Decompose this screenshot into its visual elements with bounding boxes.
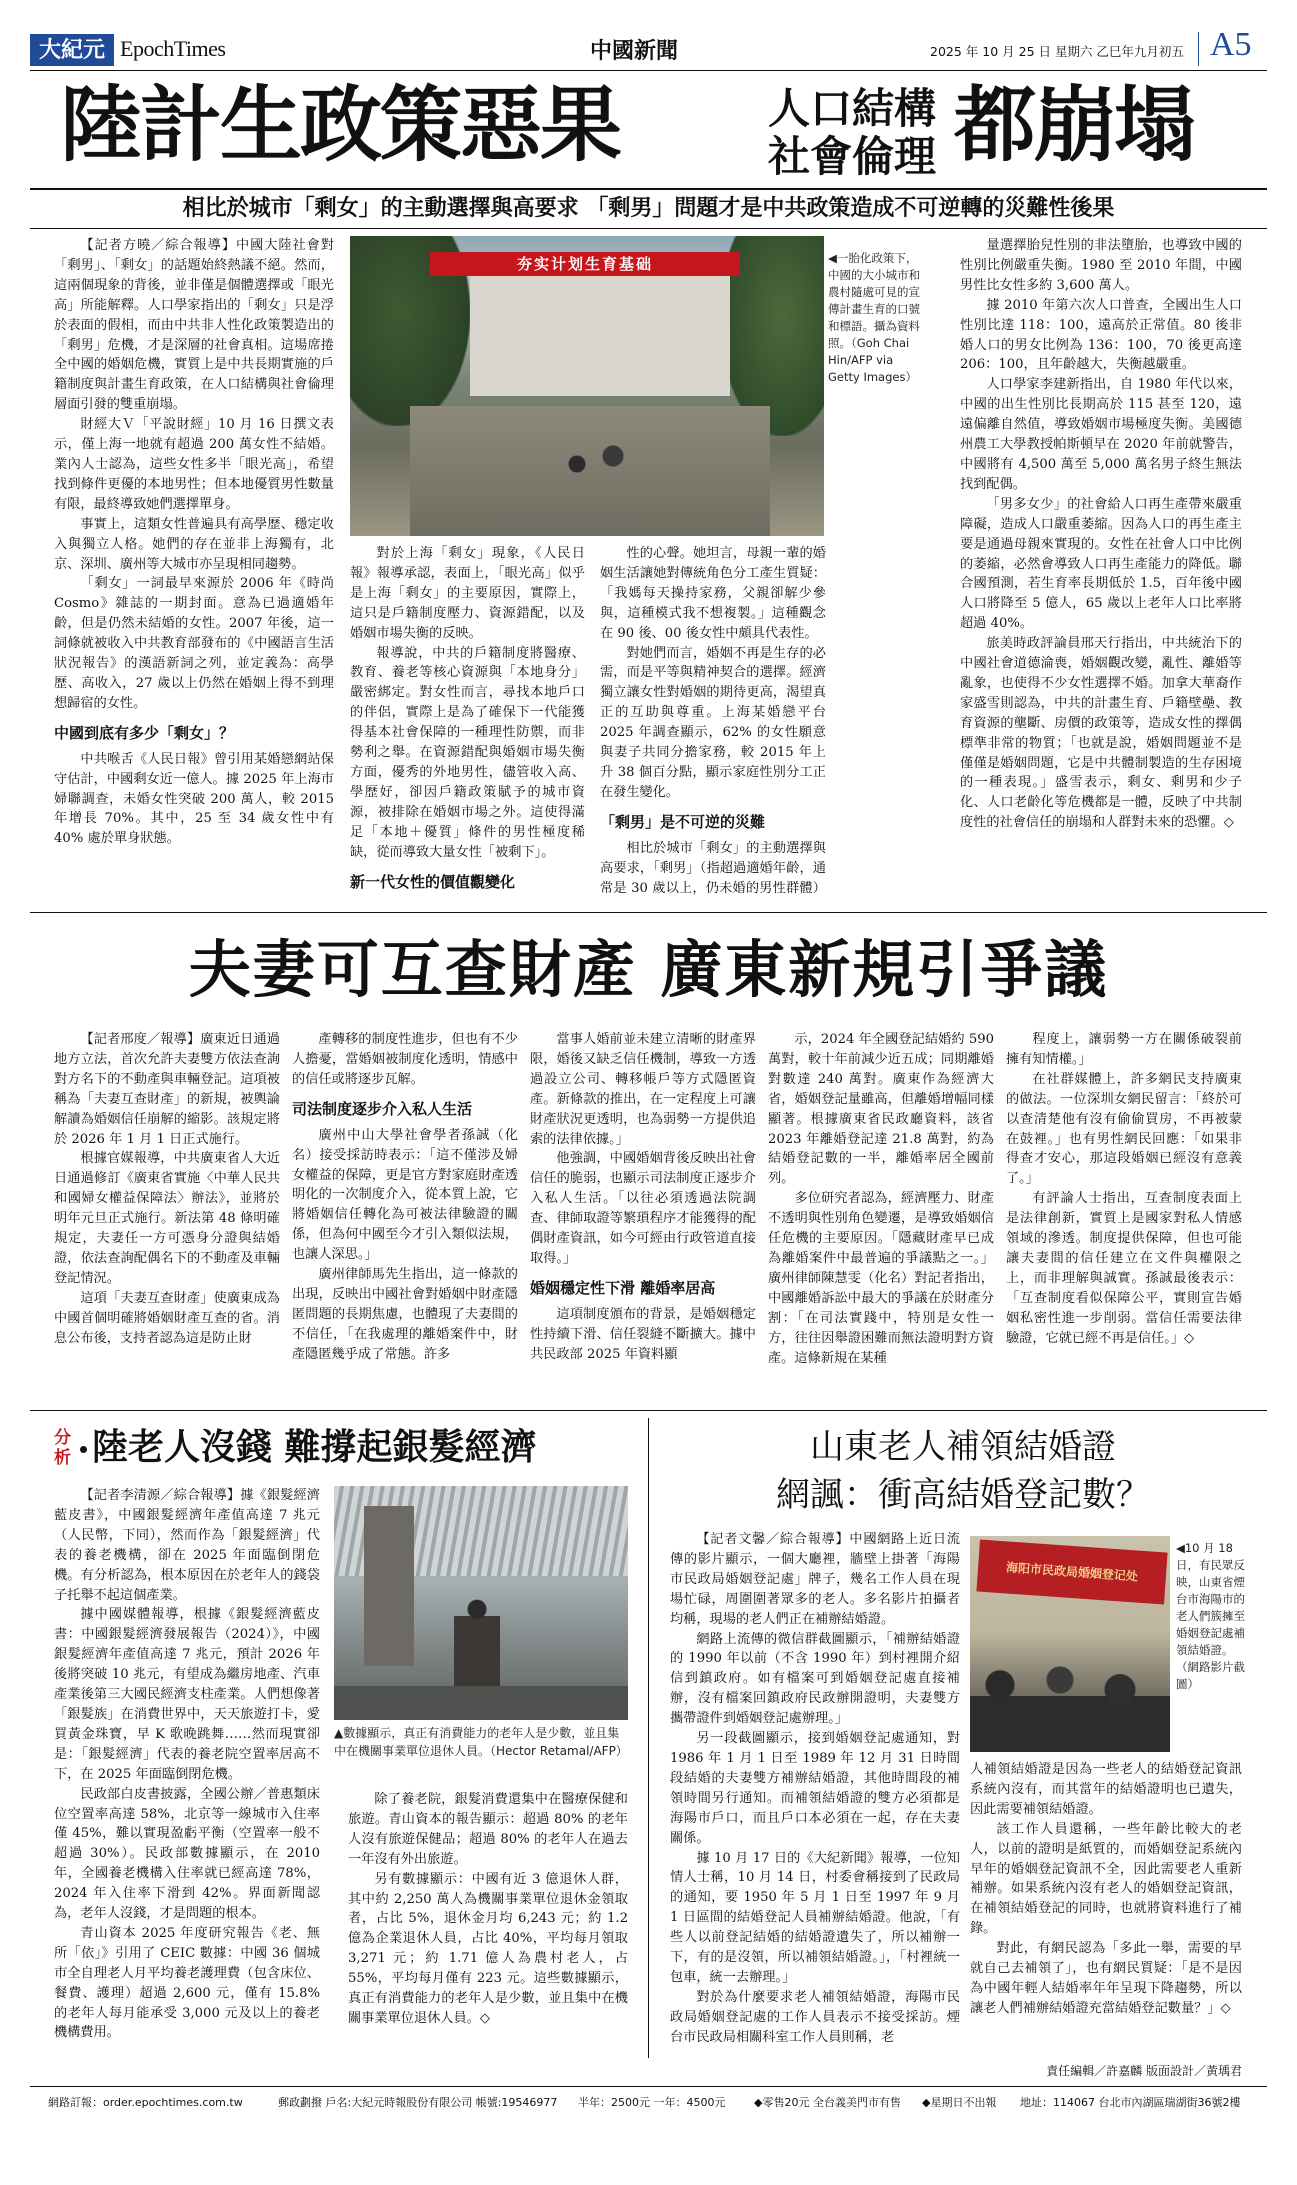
paragraph: 財經大Ｖ「平說財經」10 月 16 日撰文表示，僅上海一地就有超過 200 萬女性不結婚。業內人士認為，這些女性多半「眼光高」，希望找到條件更優的本地男性；但本地優質男性數量有限，最終導致她們選擇單身。 [54,417,334,512]
paragraph: 網路上流傳的微信群截圖顯示，「補辦結婚證的 1990 年以前（不含 1990 年）到村裡開介紹信到鎮政府。如有檔案可到婚姻登記處直接補辦，沒有檔案回鎮政府民政辦開證明，夫妻雙方攜帶證件到婚姻登記處辦理。」 [670,1631,960,1727]
paragraph: 事實上，這類女性普遍具有高學歷、穩定收入與獨立人格。她們的存在並非上海獨有，北京、深圳、廣州等大城市亦呈現相同趨勢。 [54,516,334,572]
a3-kicker-dot [80,1446,87,1453]
photo-figures [550,416,640,496]
paragraph: 「剩女」一詞最早來源於 2006 年《時尚 Cosmo》雜誌的一期封面。意為已過適婚年齡，但是仍然未結婚的女性。2007 年後，這一詞條就被收入中共教育部發布的《中國語言生活狀況報告》的漢語新詞之列，並定義為：高學歷、高收入，27 歲以上仍然在婚姻上得不到理想歸宿的女性。 [54,576,334,711]
a2-column-1 [54,1030,280,1402]
a1-subtitle-rule-bottom [30,228,1267,229]
a2-column-5 [1006,1030,1242,1402]
paragraph: 旅美時政評論員邢天行指出，中共統治下的中國社會道德淪喪，婚姻觀改變，亂性、離婚等亂象，也使得不少女性選擇不婚。加拿大華裔作家盛雪則認為，中共的計畫生育、戶籍壁壘、教育資源的壟斷、房價的政策等，造成女性的擇偶標準非常的物質；「也就是說，婚姻問題並不是僅僅是婚姻問題，它是中共體制製造的生存困境的一種表現。」盛雪表示，剩女、剩男和少子化、人口老齡化等危機都是一體，反映了中共制度性的社會信任的崩塌和人群對未來的恐懼。◇ [960,636,1242,831]
paragraph: 除了養老院，銀髮消費還集中在醫療保健和旅遊。青山資本的報告顯示：超過 80% 的老年人沒有旅遊保健品；超過 80% 的老年人在過去一年沒有外出旅遊。 [348,1792,628,1867]
photo-tower [364,1506,414,1666]
paragraph: 程度上，讓弱勢一方在關係破裂前擁有知情權。」 [1006,1032,1242,1067]
logo-chinese[interactable] [30,34,114,66]
photo-banner: 夯实计划生育基础 [430,252,740,276]
footer-sub: 半年：2500元 一年：4500元 [578,2096,726,2109]
masthead-rule [30,70,1267,71]
paragraph: 報導說，中共的戶籍制度將醫療、教育、養老等核心資源與「本地身分」嚴密綁定。對女性而言，尋找本地戶口的伴侶，實際上是為了確保下一代能獲得基本社會保障的一種理性防禦，而非勢利之舉。在資源錯配與婚姻市場失衡方面，優秀的外地男性，儘管收入高、學歷好，卻因戶籍政策賦予的城市資源，被排除在婚姻市場之外。這使得滿足「本地＋優質」條件的男性極度稀缺，從而導致大量女性「被剩下」。 [350,645,585,860]
a4-title-2: 網諷：衝高結婚登記數？ [776,1475,1150,1515]
page-number: A5 [1210,26,1252,63]
logo-english: EpochTimes [120,36,226,61]
paragraph: 人口學家李建新指出，自 1980 年代以來，中國的出生性別比長期高於 115 甚至 120，遠遠偏離自然值，導致婚姻市場極度失衡。美國德州農工大學教授帕斯頓早在 2020 年前就警告，中國將有 4,500 萬至 5,000 萬名男子終生無法找到配偶。 [960,377,1242,492]
paragraph: 當事人婚前並未建立清晰的財產界限，婚後又缺乏信任機制，導致一方透過設立公司、轉移帳戶等方式隱匿資產。新條款的推出，在一定程度上可讓財產狀況更透明，也為弱勢一方提供追索的法律依據。」 [530,1032,756,1147]
paragraph: 據 10 月 17 日的《大紀新聞》報導，一位知情人士稱，10 月 14 日，村委會稱接到了民政局的通知，要 1950 年 5 月 1 日至 1997 年 9 月 1 日區間的結婚登記人員補辦結婚證。他說，「有些人以前登記結婚的結婚證遺失了，所以補辦一下，有的是沒領，所以補領結婚證。」，「村裡統一包車，統一去辦理。」 [670,1850,960,1985]
paragraph: 【記者文馨／綜合報導】中國網路上近日流傳的影片顯示，一個大廳裡，牆壁上掛著「海陽市民政局婚姻登記處」牌子，幾名工作人員在現場忙碌，周圍圍著眾多的老人。多名影片拍攝者均稱，現場的老人們正在補辦結婚證。 [670,1532,960,1627]
footer-post: 郵政劃撥 戶名:大紀元時報股份有限公司 帳號:19546977 [278,2096,558,2109]
footer-address: 地址：114067 台北市內湖區瑞湖街36號2樓 [1020,2096,1241,2109]
paragraph: 根據官媒報導，中共廣東省人大近日通過修訂《廣東省實施〈中華人民共和國婦女權益保障法〉辦法》，並將於明年元旦正式施行。新法第 48 條明確規定，夫妻任一方可憑身分證與結婚證，依法查詢配偶名下的不動產及車輛登記情況。 [54,1151,280,1286]
paragraph: 在社群媒體上，許多網民支持廣東的做法。一位深圳女網民留言：「終於可以查清楚他有沒有偷偷買房，不再被蒙在鼓裡。」也有男性網民回應：「如果非得查才安心，那這段婚姻已經沒有意義了。」 [1006,1071,1242,1187]
paragraph: 產轉移的制度性進步，但也有不少人擔憂，當婚姻被制度化透明，情感中的信任或將逐步瓦解。 [292,1032,518,1087]
a3-column-1 [54,1486,320,2058]
a3-photo [334,1486,628,1720]
paragraph: 【記者李清源／綜合報導】據《銀髮經濟藍皮書》，中國銀髮經濟年產值高達 7 兆元（人民幣，下同），然而作為「銀髮經濟」代表的養老機構，卻在 2025 年面臨倒閉危機。有分析認為，根本原因在於老年人的錢袋子托舉不起這個產業。 [54,1488,320,1603]
paragraph: 廣州律師馬先生指出，這一條款的出現，反映出中國社會對婚姻中財產隱匿問題的長期焦慮，也體現了夫妻間的不信任，「在我處理的離婚案件中，財產隱匿幾乎成了常態。許多 [292,1267,518,1362]
paragraph: 青山資本 2025 年度研究報告《老、無所「依」》引用了 CEIC 數據：中國 36 個城市全自理老人月平均養老護理費（包含床位、餐費、護理）超過 2,600 元，僅有 15.8% 的老年人每月能承受 3,000 元及以上的養老機構費用。 [54,1925,320,2041]
paragraph: 他強調，中國婚姻背後反映出社會信任的脆弱，也顯示司法制度正逐步介入私人生活。「以往必須透過法院調查、律師取證等繁瑣程序才能獲得的配偶財產資訊，如今可經由行政管道直接取得。」 [530,1151,756,1266]
a1-column-3 [600,544,826,900]
a4-photo-caption: ◀10 月 18 日，有民眾反映，山東省煙台市海陽市的老人們簇擁至婚姻登記處補領結婚證。（網路影片截圖） [1176,1541,1245,1691]
footer-retail: ◆零售20元 全台義美門市有售 [754,2096,901,2109]
paragraph: 對此，有網民認為「多此一舉，需要的早就自己去補領了」，也有網民質疑：「是不是因為中國年輕人結婚率年年呈現下降趨勢，所以讓老人們補辦結婚證充當結婚登記數量？」◇ [970,1941,1242,2016]
paragraph: 這項「夫妻互查財產」使廣東成為中國首個明確將婚姻財產互查的省。消息公布後，支持者認為這是防止財 [54,1290,280,1346]
paragraph: 多位研究者認為，經濟壓力、財產不透明與性別角色變遷，是導致婚姻信任危機的主要原因。「隱藏財產早已成為離婚案件中最普遍的爭議點之一。」廣州律師陳慧雯（化名）對記者指出，中國離婚訴訟中最大的爭議在於財產分割：「在司法實踐中，特別是女性一方，往往因舉證困難而無法證明對方資產。這條新規在某種 [768,1191,994,1366]
paragraph: 人補領結婚證是因為一些老人的結婚登記資訊系統內沒有，而其當年的結婚證明也已遺失，因此需要補領結婚證。 [970,1762,1242,1817]
footer-rule [30,2086,1267,2087]
a2-title: 夫妻可互查財產 廣東新規引爭議 [188,933,1109,1006]
subheading: 「剩男」是不可逆的災難 [600,812,766,831]
logo-cn-text: 大紀元 [38,37,105,63]
paragraph: 性的心聲。她坦言，母親一輩的婚姻生活讓她對傳統角色分工產生質疑：「我媽每天操持家務，父親卻解少參與，這種模式我不想複製。」這種觀念在 90 後、00 後女性中頗具代表性。 [600,546,826,641]
paragraph: 【記者邢度／報導】廣東近日通過地方立法，首次允許夫妻雙方依法查詢對方名下的不動產與車輛登記。這項被稱為「夫妻互查財產」的新規，被輿論解讀為婚姻信任崩解的縮影。該規定將於 2026 年 1 月 1 日正式施行。 [54,1032,280,1147]
paragraph: 這項制度頒布的背景，是婚姻穩定性持續下滑、信任裂縫不斷擴大。據中共民政部 2025 年資料顯 [530,1306,756,1362]
a1-photo-caption: ◀一胎化政策下，中國的大小城市和農村隨處可見的宣傳計畫生育的口號和標語。攝為資料照。（Goh Chai Hin/AFP via Getty Images） [828,251,920,384]
a1-title-side-2: 社會倫理 [768,132,937,181]
section-name: 中國新聞 [590,39,679,64]
section-divider-2 [30,1410,1267,1411]
a1-subtitle-rule [30,188,1267,190]
section-divider-1 [30,912,1267,913]
a3-column-2 [348,1790,628,2058]
paragraph: 民政部白皮書披露，全國公辦／普惠類床位空置率高達 58%，北京等一線城市入住率僅 45%，難以實現盈虧平衡（空置率一般不超過 30%）。民政部數據顯示，在 2010 年，全國養老機構入住率就已經高達 78%，2024 年入住率下滑到 42%。界面新聞認為，老年人沒錢，才是問題的根本。 [54,1786,320,1922]
a4-photo [970,1536,1170,1752]
issue-date: 2025 年 10 月 25 日 星期六 乙巳年九月初五 [930,44,1184,59]
a1-subtitle: 相比於城市「剩女」的主動選擇與高要求 「剩男」問題才是中共政策造成不可逆轉的災難性後果 [182,196,1115,221]
paragraph: 該工作人員還稱，一些年齡比較大的老人，以前的證明是紙質的，而婚姻登記系統內早年的婚姻登記資訊不全，因此需要老人重新補辦。如果系統內沒有老人的婚姻登記資訊，在補領結婚登記的同時，也就將資料進行了補錄。 [970,1821,1242,1937]
footer [48,2092,1248,2114]
a3-photo-caption: ▲數據顯示，真正有消費能力的老年人是少數，並且集中在機關事業單位退休人員。（Hector Retamal/AFP） [334,1726,628,1758]
a1-title-side-1: 人口結構 [768,84,937,133]
a4-column-2 [970,1760,1242,2058]
a1-title-main: 陸計生政策惡果 [60,78,621,173]
paragraph: 據中國媒體報導，根據《銀髮經濟藍皮書：中國銀髮經濟發展報告（2024）》，中國銀髮經濟年產值高達 7 兆元，預計 2026 年後將突破 10 兆元，有望成為繼房地產、汽車產業後第三大國民經濟支柱產業。人們想像著「銀髮族」在消費世界中，天天旅遊打卡，愛買黃金珠寶，早 K 歌晚跳舞……然而現實卻是：「銀髮經濟」代表的養老院空置率居高不下，在 2025 年面臨倒閉危機。 [54,1607,320,1782]
a2-column-2 [292,1030,518,1402]
a4-column-1 [670,1530,960,2058]
paragraph [350,899,585,901]
a1-column-1 [54,236,334,900]
paragraph: 相比於城市「剩女」的主動選擇與高要求，「剩男」（指超過適婚年齡，通常是 30 歲以上，仍未婚的男性群體） [600,840,826,896]
a2-column-3 [530,1030,756,1402]
paragraph: 中共喉舌《人民日報》曾引用某婚戀網站保守估計，中國剩女近一億人。據 2025 年上海市婦聯調查，未婚女性突破 200 萬人，較 2015 年增長 70%。其中，25 至 34 歲女性中有 40% 處於單身狀態。 [54,751,334,847]
kicker-char: 析 [54,1448,71,1468]
a4-title-1: 山東老人補領結婚證 [810,1427,1116,1467]
footer-nosale: ◆星期日不出報 [922,2096,997,2109]
paragraph: 對她們而言，婚姻不再是生存的必需，而是平等與精神契合的選擇。經濟獨立讓女性對婚姻的期待更高，渴望真正的互助與尊重。上海某婚戀平台 2025 年調查顯示，62% 的女性願意與妻子共同分擔家務，較 2015 年上升 38 個百分點，顯示家庭性別分工正在發生變化。 [600,645,826,800]
photo-sign: 海阳市民政局婚姻登记处 [976,1540,1167,1605]
subheading: 新一代女性的價值觀變化 [350,872,516,891]
paragraph: 另一段截圖顯示，接到婚姻登記處通知，對 1986 年 1 月 1 日至 1989 年 12 月 31 日時間段結婚的夫妻雙方補辦結婚證，其他時間段的補領時間另行通知。而補領結婚證的雙方必須都是海陽市戶口，而且戶口本必須在一起，存在夫妻關係。 [670,1731,960,1846]
a1-title-big: 都崩塌 [954,78,1195,173]
a3-title: 陸老人沒錢 難撐起銀髮經濟 [92,1427,537,1468]
paragraph: 量選擇胎兒性別的非法墮胎，也導致中國的性別比例嚴重失衡。1980 至 2010 年間，中國男性比女性多約 3,600 萬人。 [960,238,1242,293]
a1-column-2 [350,544,585,900]
a1-photo [350,236,824,536]
subheading: 婚姻穩定性下滑 離婚率居高 [530,1278,716,1297]
page-divider [1198,32,1199,66]
credits: 責任編輯／許嘉麟 版面設計／黃瑀君 [1046,2064,1242,2078]
paragraph: 另有數據顯示：中國有近 3 億退休人群，其中約 2,250 萬人為機關事業單位退休金領取者，占比 5%，退休金月均 6,243 元；約 1.2 億為企業退休人員，占比 40%，平均每月領取 3,271 元；約 1.71 億人為農村老人，占 55%，平均每月僅有 223 元。這些數據顯示，真正有消費能力的老年人是少數，並且集中在機關事業單位退休人員。◇ [348,1871,628,2026]
kicker-char: 分 [54,1428,71,1448]
photo-crowd [970,1656,1170,1752]
paragraph: 據 2010 年第六次人口普查，全國出生人口性別比達 118：100，遠高於正常值。80 後非婚人口的男女比例為 136：100，70 後更高達 206：100，且年齡越大，失衡越嚴重。 [960,297,1242,373]
masthead [30,26,1267,70]
paragraph: 【記者方曉／綜合報導】中國大陸社會對「剩男」、「剩女」的話題始終熱議不絕。然而，這兩個現象的背後，並非僅是個體選擇或「眼光高」所能解釋。人口學家指出的「剩女」只是浮於表面的假相，而由中共非人性化政策製造出的「剩男」危機，才是深層的社會真相。這場席捲全中國的婚姻危機，實質上是中共長期實施的戶籍制度與計畫生育政策，在人口結構與社會倫理層面引發的雙重崩塌。 [54,238,334,413]
a2-column-4 [768,1030,994,1402]
a3-kicker [54,1428,78,1468]
paragraph: 對於為什麼要求老人補領結婚證，海陽市民政局婚姻登記處的工作人員表示不接受採訪。煙台市民政局相關科室工作人員則稱，老 [670,1989,960,2045]
photo-ground [334,1686,628,1720]
footer-web[interactable]: 網路訂報：order.epochtimes.com.tw [48,2096,243,2109]
a1-column-4 [960,236,1242,900]
subheading: 中國到底有多少「剩女」？ [54,723,235,742]
paragraph: 廣州中山大學社會學者孫誠（化名）接受採訪時表示：「這不僅涉及婦女權益的保障，更是官方對家庭財產透明化的一次制度介入，從本質上說，它將婚姻信任轉化為可被法律驗證的關係，但為何中國至今才引入類似法規，也讓人深思。」 [292,1127,518,1263]
paragraph: 示，2024 年全國登記結婚約 590 萬對，較十年前減少近五成；同期離婚對數達 240 萬對。廣東作為經濟大省，婚姻登記量雖高，但離婚增幅同樣顯著。根據廣東省民政廳資料，該省 2023 年離婚登記達 21.8 萬對，約為結婚登記數的一半，離婚率居全國前列。 [768,1032,994,1187]
vertical-divider [648,1418,649,2058]
paragraph: 對於上海「剩女」現象，《人民日報》報導承認，表面上，「眼光高」似乎是上海「剩女」的主要原因，實際上，這只是戶籍制度壓力、資源錯配，以及婚姻市場失衡的反映。 [350,546,585,641]
subheading: 司法制度逐步介入私人生活 [292,1099,473,1118]
paragraph: 有評論人士指出，互查制度表面上是法律創新，實質上是國家對私人情感領域的滲透。制度提供保障，但也可能讓夫妻間的信任建立在文件與權限之上，而非理解與誠實。孫誠最後表示：「互查制度看似保障公平，實則宣告婚姻私密性進一步削弱。當信任需要法律驗證，它就已經不再是信任。」◇ [1006,1191,1242,1346]
photo-building [470,276,730,396]
paragraph: 「男多女少」的社會給人口再生產帶來嚴重障礙，造成人口嚴重萎縮。因為人口的再生產主要是通過母親來實現的。女性在社會人口中比例的萎縮，必然會導致人口再生產能力的降低。聯合國預測，若生育率長期低於 1.5，百年後中國人口將降至 5 億人，65 歲以上老年人口比率將超過 40%。 [960,496,1242,632]
